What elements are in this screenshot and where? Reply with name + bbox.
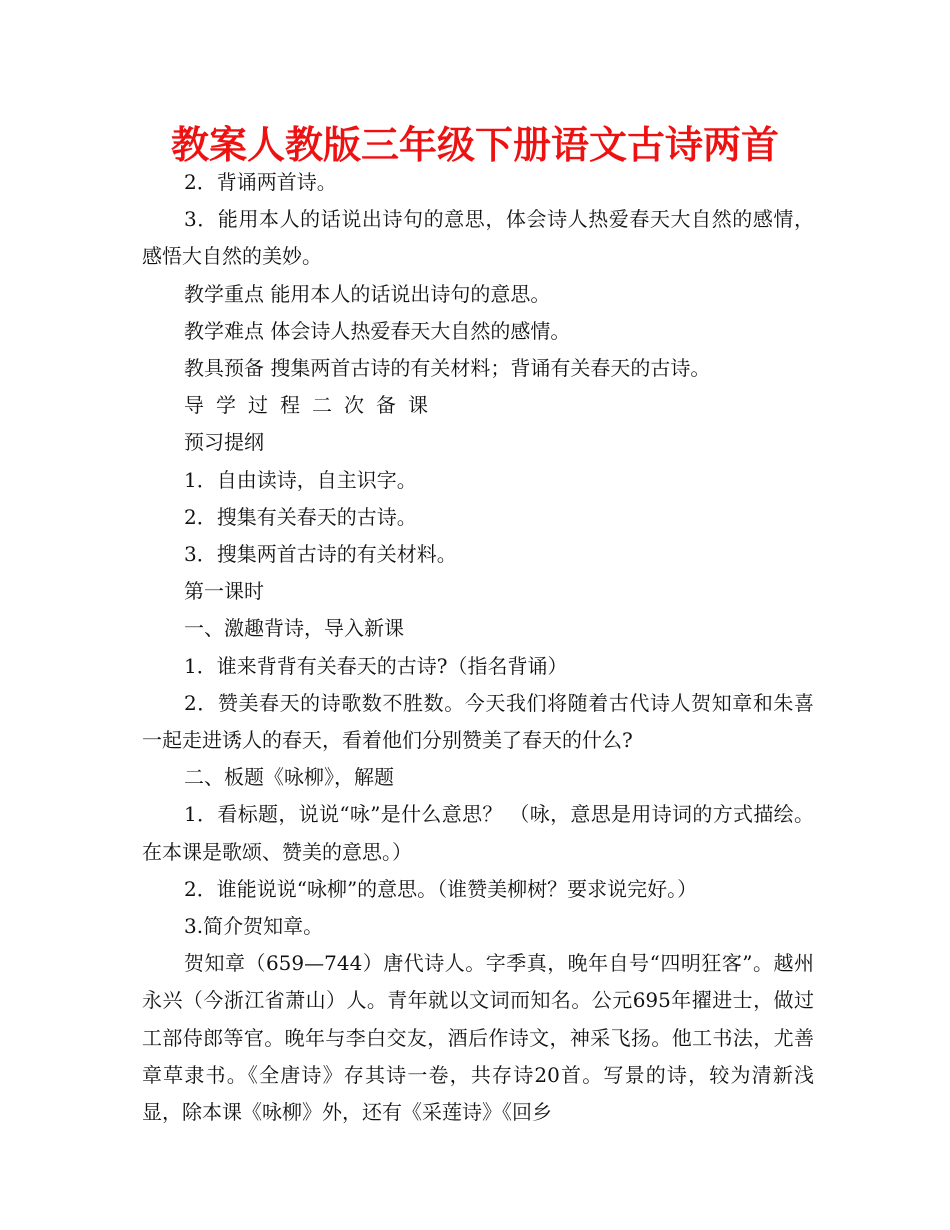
paragraph-preview-3: 3．搜集两首古诗的有关材料。	[184, 542, 457, 567]
paragraph-section-1-item-2: 2．赞美春天的诗歌数不胜数。今天我们将随着古代诗人贺知章和朱喜一起走进诱人的春天，看着他们分别赞美了春天的什么?	[142, 690, 814, 753]
paragraph-first-lesson: 第一课时	[184, 579, 264, 604]
paragraph-teaching-focus: 教学重点 能用本人的话说出诗句的意思。	[184, 281, 551, 306]
paragraph-teaching-difficulty: 教学难点 体会诗人热爱春天大自然的感情。	[184, 318, 571, 343]
paragraph-recite-poems: 2．背诵两首诗。	[184, 170, 337, 194]
paragraph-section-2-heading: 二、板题《咏柳》，解题	[184, 765, 394, 790]
paragraph-objective-3: 3．能用本人的话说出诗句的意思，体会诗人热爱春天大自然的感情，感悟大自然的美妙。	[142, 207, 814, 269]
paragraph-teaching-aids: 教具预备 搜集两首古诗的有关材料；背诵有关春天的古诗。	[184, 356, 711, 381]
paragraph-preview-2: 2．搜集有关春天的古诗。	[184, 504, 417, 529]
document-title: 教案人教版三年级下册语文古诗两首	[170, 123, 779, 167]
paragraph-he-zhizhang-bio: 贺知章（659—744）唐代诗人。字季真，晚年自号“四明狂客”。越州永兴（今浙江省萧山）人。青年就以文词而知名。公元695年擢进士，做过工部侍郎等官。晚年与李白交友，酒后作诗文，神采飞扬。他工书法，尤善章草隶书。《全唐诗》存其诗一卷，共存诗20首。写景的诗，较为清新浅显，除本课《咏柳》外，还有《采莲诗》《回乡	[142, 951, 814, 1125]
paragraph-preview-1: 1．自由读诗，自主识字。	[184, 467, 417, 492]
paragraph-process-heading: 导学过程二次备课	[184, 393, 440, 418]
document-body	[142, 164, 814, 1131]
paragraph-section-2-item-1: 1．看标题，说说“咏”是什么意思？ （咏，意思是用诗词的方式描绘。在本课是歌颂、赞美的意思。）	[142, 802, 814, 864]
paragraph-section-1-heading: 一、激趣背诗，导入新课	[184, 616, 404, 641]
paragraph-section-2-item-3: 3.简介贺知章。	[184, 914, 324, 939]
paragraph-section-1-item-1: 1．谁来背背有关春天的古诗?（指名背诵）	[184, 653, 568, 678]
paragraph-section-2-item-2: 2．谁能说说“咏柳”的意思。（谁赞美柳树？要求说完好。）	[184, 876, 698, 901]
paragraph-preview-outline: 预习提纲	[184, 430, 264, 455]
